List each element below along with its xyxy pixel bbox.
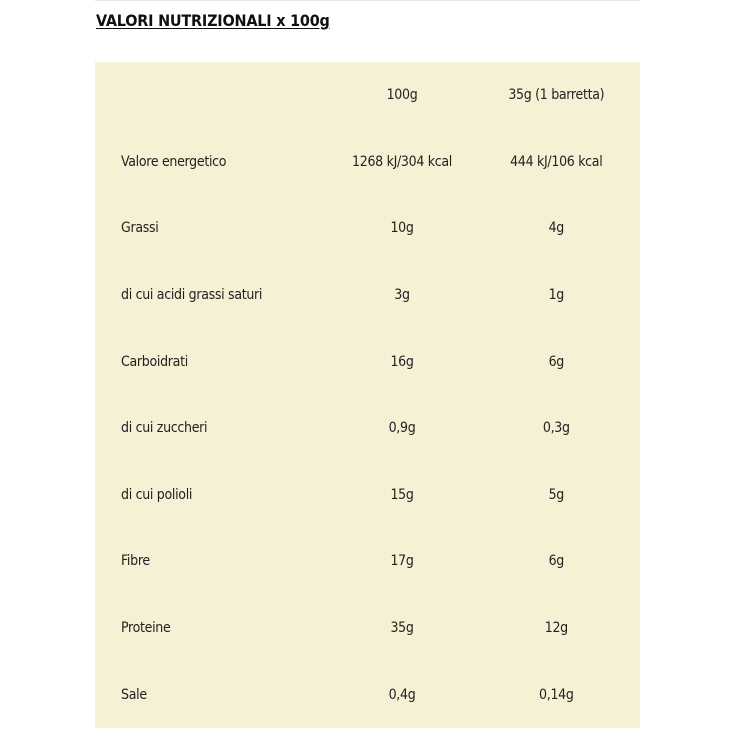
header-per-bar: 35g (1 barretta) [508,87,605,104]
row-value-bar: 4g [548,220,565,237]
nutrition-table [95,62,640,728]
row-value-bar: 0,14g [539,686,574,703]
row-label: Fibre [121,553,150,570]
table-row [95,328,640,395]
row-value-bar: 6g [548,553,565,570]
row-value-bar: 12g [544,620,568,637]
row-value-100g: 10g [390,220,414,237]
row-value-bar: 6g [548,353,565,370]
row-label: Proteine [121,620,171,637]
page-title: VALORI NUTRIZIONALI x 100g [96,11,330,30]
header-per-100g: 100g [386,87,418,104]
header-label-cell [95,62,331,129]
table-row [95,195,640,262]
row-value-bar: 444 kJ/106 kcal [510,153,603,170]
row-value-100g: 35g [390,620,414,637]
row-value-100g: 1268 kJ/304 kcal [352,153,452,170]
row-value-100g: 0,4g [388,686,416,703]
top-divider [95,0,640,1]
table-row [95,395,640,462]
row-value-100g: 3g [394,287,410,304]
table-row [95,129,640,196]
table-header-row [95,62,640,129]
row-value-100g: 15g [390,486,414,503]
row-value-bar: 5g [548,486,565,503]
row-label: Carboidrati [121,353,188,370]
row-label: Grassi [121,220,159,237]
row-value-100g: 17g [390,553,414,570]
table-row [95,595,640,662]
row-label: Valore energetico [121,153,227,170]
row-value-100g: 0,9g [388,420,416,437]
row-label: di cui zuccheri [121,420,208,437]
table-row [95,661,640,728]
nutrition-panel [95,62,640,728]
table-row [95,462,640,529]
row-label: di cui polioli [121,486,193,503]
row-value-100g: 16g [390,353,414,370]
table-row [95,262,640,329]
row-label: di cui acidi grassi saturi [121,287,263,304]
row-value-bar: 1g [548,287,565,304]
row-value-bar: 0,3g [542,420,570,437]
row-label: Sale [121,686,147,703]
table-row [95,528,640,595]
